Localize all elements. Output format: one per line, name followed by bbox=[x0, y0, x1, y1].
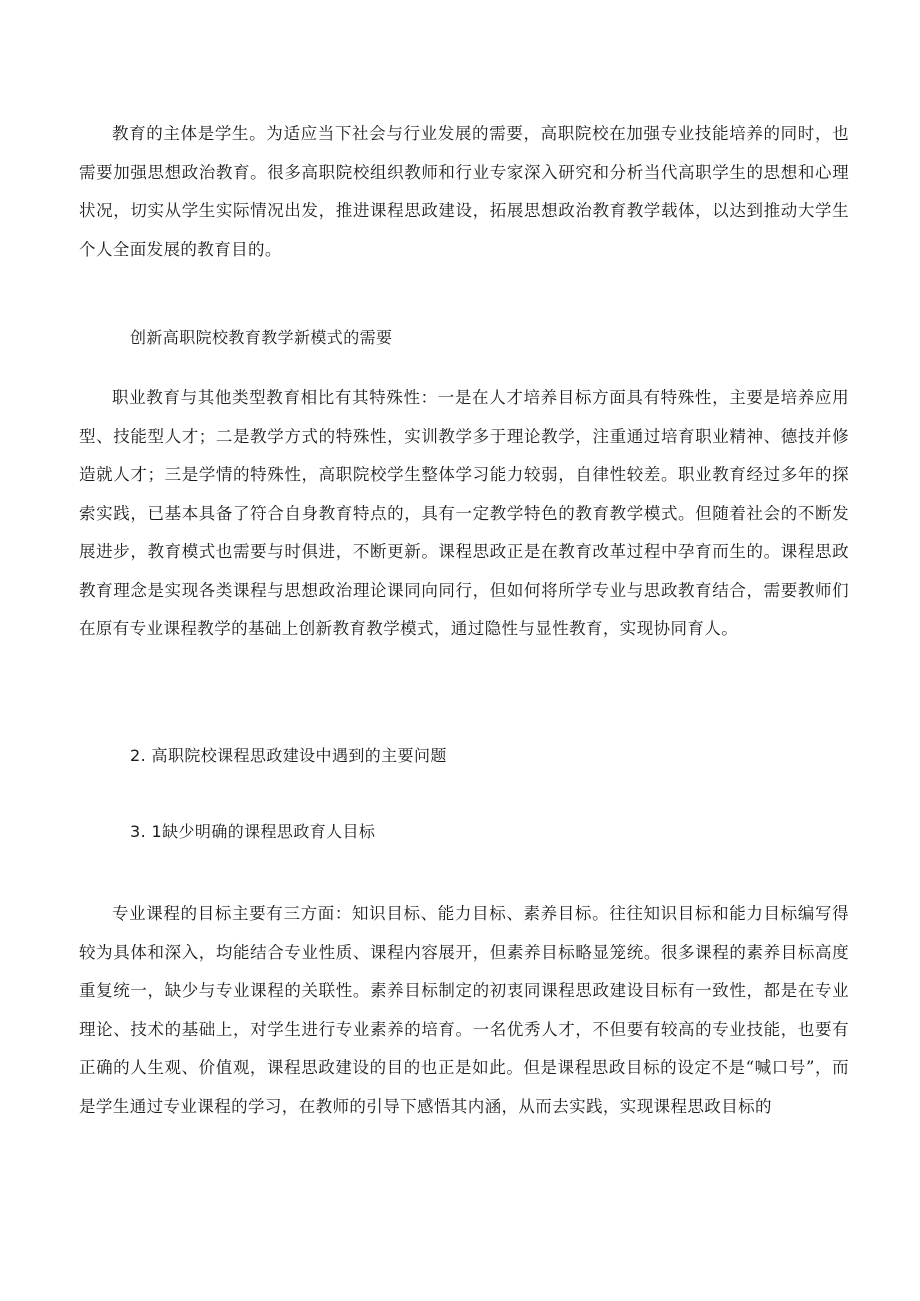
paragraph-course-objectives: 专业课程的目标主要有三方面：知识目标、能力目标、素养目标。往往知识目标和能力目标编写得较为具体和深入，均能结合专业性质、课程内容展开，但素养目标略显笼统。很多课程的素养目标高度重复统一，缺少与专业课程的关联性。素养目标制定的初衷同课程思政建设目标有一致性，都是在专业理论、技术的基础上，对学生进行专业素养的培育。一名优秀人才，不但要有较高的专业技能，也要有正确的人生观、价值观，课程思政建设的目的也正是如此。但是课程思政目标的设定不是“喊口号”，而是学生通过专业课程的学习，在教师的引导下感悟其内涵，从而去实践，实现课程思政目标的 bbox=[79, 904, 849, 1116]
section-heading-main-problems: 2. 高职院校课程思政建设中遇到的主要问题 bbox=[130, 746, 447, 765]
subsection-heading-missing-goals: 3. 1缺少明确的课程思政育人目标 bbox=[130, 822, 376, 841]
paragraph-vocational-education: 职业教育与其他类型教育相比有其特殊性：一是在人才培养目标方面具有特殊性，主要是培养应用型、技能型人才；二是教学方式的特殊性，实训教学多于理论教学，注重通过培育职业精神、德技并修造就人才；三是学情的特殊性，高职院校学生整体学习能力较弱，自律性较差。职业教育经过多年的探索实践，已基本具备了符合自身教育特点的，具有一定教学特色的教育教学模式。但随着社会的不断发展进步，教育模式也需要与时俱进，不断更新。课程思政正是在教育改革过程中孕育而生的。课程思政教育理念是实现各类课程与思想政治理论课同向同行，但如何将所学专业与思政教育结合，需要教师们在原有专业课程教学的基础上创新教育教学模式，通过隐性与显性教育，实现协同育人。 bbox=[79, 388, 849, 638]
paragraph-education-subject: 教育的主体是学生。为适应当下社会与行业发展的需要，高职院校在加强专业技能培养的同时，也需要加强思想政治教育。很多高职院校组织教师和行业专家深入研究和分析当代高职学生的思想和心理状况，切实从学生实际情况出发，推进课程思政建设，拓展思想政治教育教学载体，以达到推动大学生个人全面发展的教育目的。 bbox=[79, 124, 849, 259]
subheading-innovation-need: 创新高职院校教育教学新模式的需要 bbox=[130, 328, 393, 347]
